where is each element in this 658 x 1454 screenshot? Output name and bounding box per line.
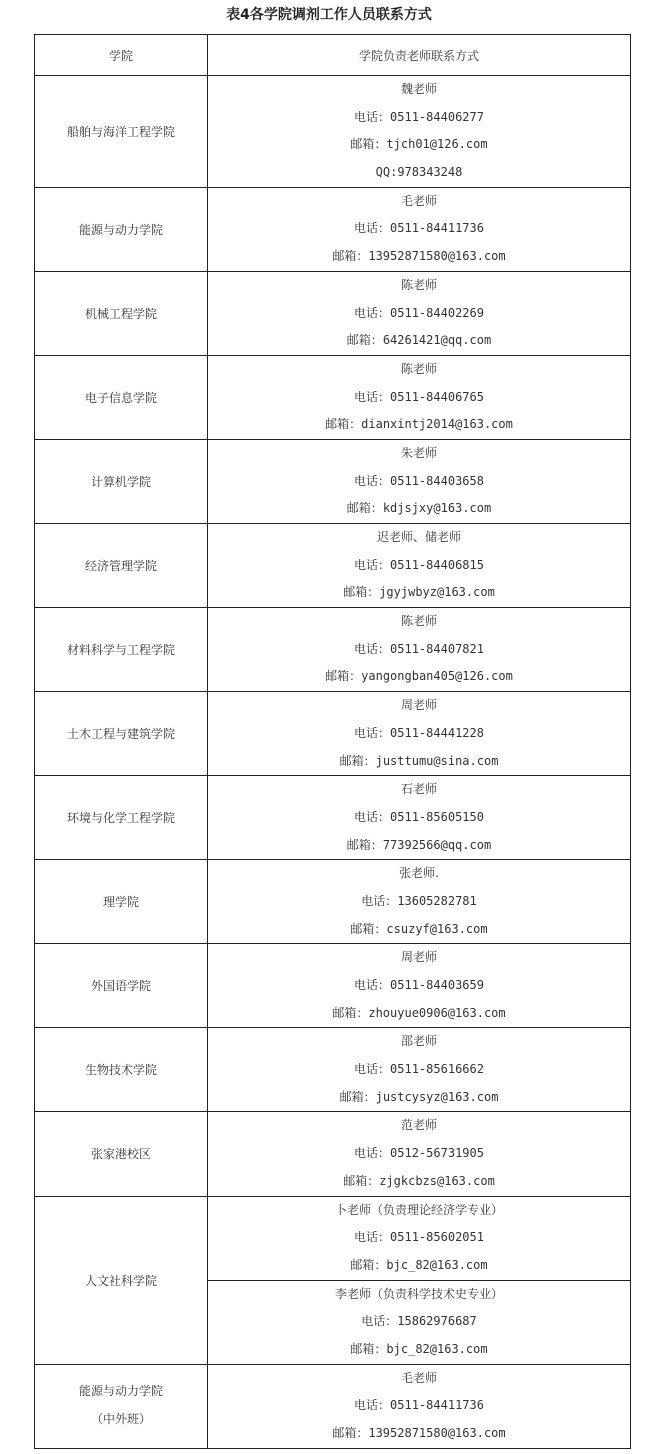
- email-label: 邮箱：: [346, 333, 383, 348]
- teacher-name: 魏老师: [400, 82, 437, 96]
- phone-value: 0511-84402269: [390, 305, 484, 320]
- phone: [208, 215, 630, 243]
- email-value: dianxintj2014@163.com: [361, 417, 513, 432]
- email: [208, 1084, 630, 1112]
- email-label: 邮箱：: [339, 753, 376, 768]
- phone-label: 电话：: [354, 221, 391, 236]
- teacher-name: 范老师: [400, 1118, 437, 1133]
- phone: [208, 1308, 630, 1336]
- table-row: [35, 1196, 631, 1280]
- email: [208, 1336, 630, 1364]
- header-row: [35, 35, 631, 76]
- email-value: kdjsjxy@163.com: [382, 501, 492, 516]
- phone-value: 0511-84406277: [390, 109, 484, 124]
- email-value: 77392566@qq.com: [382, 837, 492, 852]
- email: [208, 495, 630, 523]
- email-value: bjc_82@163.com: [386, 1257, 488, 1272]
- phone-label: 电话：: [361, 1314, 398, 1329]
- college-name: 能源与动力学院: [35, 187, 208, 271]
- teacher-name: 邵老师: [400, 1034, 437, 1049]
- phone-value: 0511-84406815: [390, 557, 484, 572]
- email-label: 邮箱：: [325, 417, 362, 432]
- teacher-name: 毛老师: [400, 193, 437, 208]
- email: [208, 1168, 630, 1196]
- phone-value: 0511-84403659: [390, 978, 484, 992]
- phone-value: 0511-84411736: [390, 1398, 484, 1413]
- table-row: [35, 692, 631, 776]
- phone-value: 0511-85602051: [390, 1230, 484, 1245]
- email-value: zhouyue0906@163.com: [368, 1005, 506, 1020]
- contact-cell: [208, 1280, 631, 1364]
- email-label: 邮箱：: [332, 1005, 369, 1020]
- email: [208, 663, 630, 691]
- contact-cell: [208, 692, 631, 776]
- email-value: 64261421@qq.com: [382, 333, 492, 348]
- email-value: jgyjwbyz@163.com: [379, 585, 495, 600]
- email-value: 13952871580@163.com: [368, 249, 506, 264]
- table-row: [35, 944, 631, 1028]
- header-contact: 学院负责老师联系方式: [208, 35, 631, 76]
- college-name: 机械工程学院: [35, 271, 208, 355]
- teacher-name: 迟老师、储老师: [376, 530, 461, 544]
- email: [208, 243, 630, 271]
- email-label: 邮箱：: [325, 669, 362, 684]
- phone: [208, 636, 630, 664]
- phone: [208, 552, 630, 580]
- contact-cell: [208, 76, 631, 188]
- phone-value: 0511-84406765: [390, 389, 484, 404]
- email: [208, 1252, 630, 1280]
- phone-label: 电话：: [361, 893, 398, 908]
- teacher-name: 周老师: [400, 698, 437, 713]
- email-label: 邮箱：: [339, 1089, 376, 1104]
- college-name: 张家港校区: [35, 1112, 208, 1196]
- email-label: 邮箱：: [350, 137, 387, 152]
- email-value: justcysyz@163.com: [375, 1089, 499, 1104]
- email: [208, 411, 630, 439]
- email-label: 邮箱：: [343, 585, 380, 600]
- email-value: csuzyf@163.com: [386, 921, 488, 936]
- phone-value: 0512-56731905: [390, 1146, 484, 1161]
- college-name-line1: 能源与动力学院: [78, 1384, 163, 1399]
- table-row: [35, 187, 631, 271]
- college-name: 理学院: [35, 860, 208, 944]
- contact-cell: [208, 944, 631, 1028]
- phone-label: 电话：: [354, 1398, 391, 1413]
- college-name: 船舶与海洋工程学院: [35, 76, 208, 188]
- email-label: 邮箱：: [346, 501, 383, 516]
- contact-cell: [208, 1112, 631, 1196]
- contact-cell: [208, 355, 631, 439]
- email-value: 13952871580@163.com: [368, 1426, 506, 1440]
- email: [208, 327, 630, 355]
- email: [208, 131, 630, 159]
- contact-cell: [208, 1196, 631, 1280]
- phone-label: 电话：: [354, 809, 391, 824]
- email-value: zjgkcbzs@163.com: [379, 1173, 495, 1188]
- phone-value: 0511-84441228: [390, 725, 484, 740]
- phone-value: 0511-85616662: [390, 1062, 484, 1077]
- teacher-name: 周老师: [400, 950, 437, 965]
- contacts-table: [34, 34, 631, 1449]
- table-row: [35, 355, 631, 439]
- email-label: 邮箱：: [332, 1426, 369, 1440]
- college-name: 材料科学与工程学院: [35, 608, 208, 692]
- contact-cell: [208, 439, 631, 523]
- college-name-line2: （中外班）: [90, 1412, 151, 1427]
- teacher-name: 李老师（负责科学技术史专业）: [334, 1286, 503, 1301]
- phone: [208, 720, 630, 748]
- college-name: 人文社科学院: [35, 1196, 208, 1364]
- contact-cell: [208, 1364, 631, 1448]
- teacher-name: 陈老师: [400, 277, 437, 292]
- phone-label: 电话：: [354, 1230, 391, 1245]
- email-label: 邮箱：: [346, 837, 383, 852]
- email-value: yangongban405@126.com: [361, 669, 513, 684]
- contact-cell: [208, 608, 631, 692]
- teacher-name: 石老师: [400, 782, 437, 797]
- phone: [208, 104, 630, 132]
- email-value: justtumu@sina.com: [375, 753, 499, 768]
- college-name: 外国语学院: [35, 944, 208, 1028]
- email: [208, 579, 630, 607]
- phone-value: 0511-85605150: [390, 809, 484, 824]
- contact-cell: [208, 1028, 631, 1112]
- college-name: 计算机学院: [35, 439, 208, 523]
- table-row: [35, 608, 631, 692]
- phone-label: 电话：: [354, 725, 391, 740]
- email-label: 邮箱：: [350, 1341, 387, 1356]
- college-name: 电子信息学院: [35, 355, 208, 439]
- teacher-name: 卜老师（负责理论经济学专业）: [334, 1202, 503, 1217]
- phone: [208, 1392, 630, 1420]
- email-label: 邮箱：: [350, 1257, 387, 1272]
- college-name: [35, 1364, 208, 1448]
- email-value: tjch01@126.com: [386, 137, 488, 152]
- phone: [208, 1140, 630, 1168]
- phone-label: 电话：: [354, 641, 391, 656]
- phone: [208, 972, 630, 1000]
- email: [208, 1000, 630, 1028]
- phone-label: 电话：: [354, 1146, 391, 1161]
- phone-value: 0511-84411736: [390, 221, 484, 236]
- college-name: 经济管理学院: [35, 524, 208, 608]
- teacher-name: 张老师.: [399, 866, 439, 881]
- contact-cell: [208, 524, 631, 608]
- email: [208, 916, 630, 944]
- phone-label: 电话：: [354, 389, 391, 404]
- email-label: 邮箱：: [350, 921, 387, 936]
- teacher-name: 陈老师: [400, 614, 437, 629]
- qq-number: QQ:978343248: [375, 165, 463, 180]
- teacher-name: 朱老师: [400, 445, 437, 460]
- contact-cell: [208, 860, 631, 944]
- phone-value: 0511-84403658: [390, 473, 484, 488]
- table-row: [35, 860, 631, 944]
- phone-value: 0511-84407821: [390, 641, 484, 656]
- email: [208, 748, 630, 776]
- phone: [208, 804, 630, 832]
- phone-label: 电话：: [354, 109, 391, 124]
- phone: [208, 888, 630, 916]
- phone: [208, 1056, 630, 1084]
- table-row: [35, 1364, 631, 1448]
- phone-label: 电话：: [354, 557, 391, 572]
- phone-label: 电话：: [354, 978, 391, 992]
- table-row: [35, 439, 631, 523]
- college-name: 土木工程与建筑学院: [35, 692, 208, 776]
- phone: [208, 468, 630, 496]
- contact-cell: [208, 776, 631, 860]
- phone: [208, 300, 630, 328]
- table-title: 表4各学院调剂工作人员联系方式: [226, 7, 432, 23]
- college-name: 生物技术学院: [35, 1028, 208, 1112]
- teacher-name: 陈老师: [400, 361, 437, 376]
- email: [208, 1420, 630, 1448]
- phone-label: 电话：: [354, 1062, 391, 1077]
- email: [208, 832, 630, 860]
- table-row: [35, 271, 631, 355]
- phone: [208, 384, 630, 412]
- phone-label: 电话：: [354, 473, 391, 488]
- phone-value: 15862976687: [397, 1314, 477, 1329]
- table-row: [35, 1112, 631, 1196]
- college-name: 环境与化学工程学院: [35, 776, 208, 860]
- phone-value: 13605282781: [397, 893, 477, 908]
- email-label: 邮箱：: [343, 1173, 380, 1188]
- email-value: bjc_82@163.com: [386, 1341, 488, 1356]
- contact-cell: [208, 187, 631, 271]
- header-college: 学院: [35, 35, 208, 76]
- phone-label: 电话：: [354, 305, 391, 320]
- email-label: 邮箱：: [332, 249, 369, 264]
- teacher-name: 毛老师: [400, 1370, 437, 1385]
- table-row: [35, 524, 631, 608]
- contact-cell: [208, 271, 631, 355]
- table-row: [35, 76, 631, 188]
- table-row: [35, 1028, 631, 1112]
- table-row: [35, 776, 631, 860]
- phone: [208, 1224, 630, 1252]
